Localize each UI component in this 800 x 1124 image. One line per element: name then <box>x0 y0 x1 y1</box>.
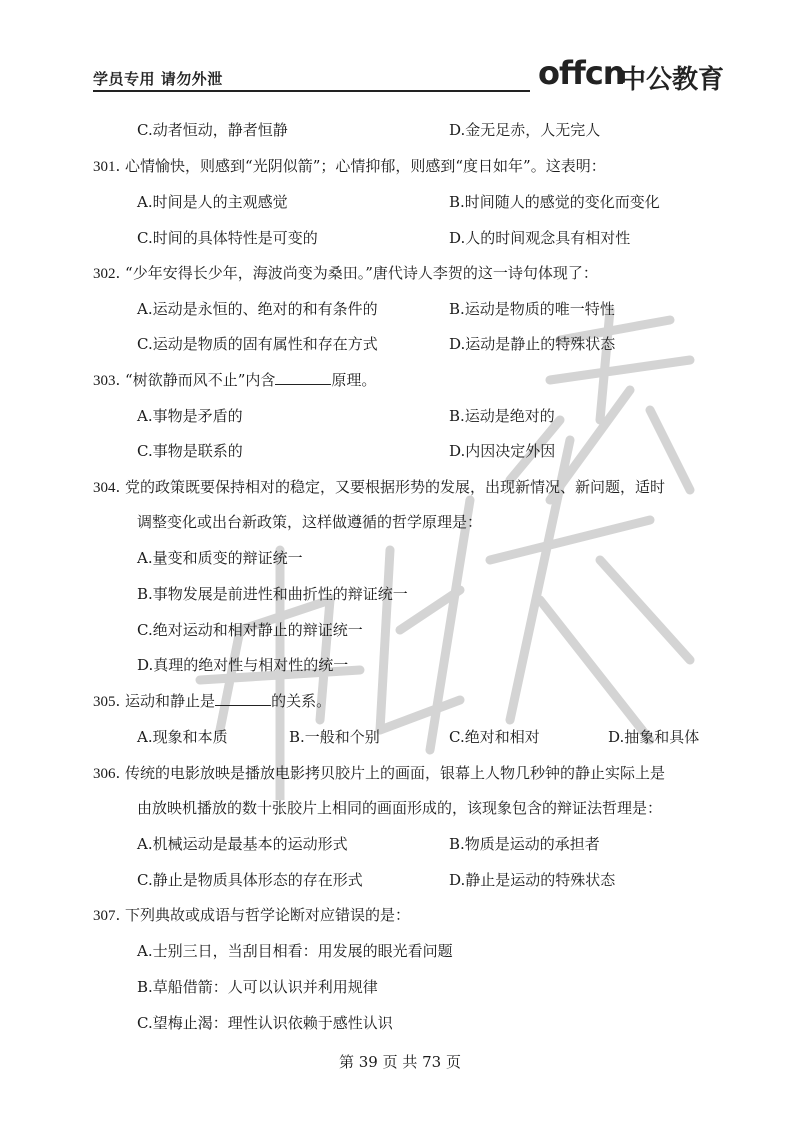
answer-blank <box>275 370 331 385</box>
option-302-c: C.运动是物质的固有属性和存在方式 <box>137 335 378 353</box>
option-306-a: A.机械运动是最基本的运动形式 <box>137 835 348 853</box>
logo-latin-text: offcn <box>538 54 625 92</box>
header-label: 学员专用 请勿外泄 <box>93 70 223 88</box>
option-306-b: B.物质是运动的承担者 <box>449 835 600 853</box>
option-306-d: D.静止是运动的特殊状态 <box>449 871 616 889</box>
option-306-c: C.静止是物质具体形态的存在形式 <box>137 871 363 889</box>
question-304-stem-line2: 调整变化或出台新政策，这样做遵循的哲学原理是： <box>137 513 483 531</box>
question-text-after: 的关系。 <box>271 692 332 710</box>
question-number: 303 <box>93 373 116 389</box>
question-number: 305 <box>93 694 116 710</box>
answer-blank <box>215 691 271 706</box>
option-303-c: C.事物是联系的 <box>137 442 243 460</box>
option-307-c: C.望梅止渴：理性认识依赖于感性认识 <box>137 1014 393 1032</box>
option-304-b: B.事物发展是前进性和曲折性的辩证统一 <box>137 585 408 603</box>
option-307-b: B.草船借箭：人可以认识并利用规律 <box>137 978 378 996</box>
question-305-stem: 305. 运动和静止是 的关系。 <box>93 692 332 710</box>
option-301-d: D.人的时间观念具有相对性 <box>449 229 631 247</box>
option-c-top: C.动者恒动，静者恒静 <box>137 121 288 139</box>
option-302-a: A.运动是永恒的、绝对的和有条件的 <box>137 300 378 318</box>
option-d-top: D.金无足赤，人无完人 <box>449 121 601 139</box>
option-301-b: B.时间随人的感觉的变化而变化 <box>449 193 660 211</box>
question-text-line1: 党的政策既要保持相对的稳定，又要根据形势的发展，出现新情况、新问题，适时 <box>125 478 666 496</box>
question-text-before: 运动和静止是 <box>125 692 216 710</box>
question-306-stem-line2: 由放映机播放的数十张胶片上相同的画面形成的，该现象包含的辩证法哲理是： <box>137 799 663 817</box>
option-307-a: A.士别三日，当刮目相看：用发展的眼光看问题 <box>137 942 453 960</box>
question-number: 301 <box>93 159 116 175</box>
option-305-d: D.抽象和具体 <box>608 728 700 746</box>
question-text: “少年安得长少年，海波尚变为桑田。”唐代诗人李贺的这一诗句体现了： <box>125 264 598 282</box>
question-307-stem: 307. 下列典故或成语与哲学论断对应错误的是： <box>93 906 411 924</box>
option-305-b: B.一般和个别 <box>289 728 380 746</box>
option-305-c: C.绝对和相对 <box>449 728 540 746</box>
page-footer: 第 39 页 共 73 页 <box>338 1053 461 1071</box>
question-302-stem: 302. “少年安得长少年，海波尚变为桑田。”唐代诗人李贺的这一诗句体现了： <box>93 264 598 282</box>
header-rule <box>93 90 530 92</box>
question-number: 307 <box>93 908 116 924</box>
logo-chinese-text: 中公教育 <box>620 65 725 95</box>
option-303-d: D.内因决定外因 <box>449 442 556 460</box>
option-305-a: A.现象和本质 <box>137 728 228 746</box>
question-301-stem: 301. 心情愉快，则感到“光阴似箭”；心情抑郁，则感到“度日如年”。这表明： <box>93 157 606 175</box>
question-303-stem: 303. “树欲静而风不止”内含 原理。 <box>93 371 377 389</box>
question-306-stem: 306. 传统的电影放映是播放电影拷贝胶片上的画面，银幕上人物几秒钟的静止实际上是 <box>93 764 666 782</box>
option-301-c: C.时间的具体特性是可变的 <box>137 229 318 247</box>
question-text-after: 原理。 <box>331 371 377 389</box>
option-304-a: A.量变和质变的辩证统一 <box>137 549 303 567</box>
option-304-c: C.绝对运动和相对静止的辩证统一 <box>137 621 363 639</box>
option-302-d: D.运动是静止的特殊状态 <box>449 335 616 353</box>
question-text-line1: 传统的电影放映是播放电影拷贝胶片上的画面，银幕上人物几秒钟的静止实际上是 <box>125 764 666 782</box>
question-text-before: “树欲静而风不止”内含 <box>125 371 276 389</box>
option-304-d: D.真理的绝对性与相对性的统一 <box>137 656 349 674</box>
question-text: 下列典故或成语与哲学论断对应错误的是： <box>125 906 411 924</box>
option-301-a: A.时间是人的主观感觉 <box>137 193 288 211</box>
question-number: 302 <box>93 266 116 282</box>
question-number: 306 <box>93 766 116 782</box>
option-303-a: A.事物是矛盾的 <box>137 407 243 425</box>
option-302-b: B.运动是物质的唯一特性 <box>449 300 615 318</box>
question-304-stem: 304. 党的政策既要保持相对的稳定，又要根据形势的发展，出现新情况、新问题，适时 <box>93 478 666 496</box>
question-number: 304 <box>93 480 116 496</box>
option-303-b: B.运动是绝对的 <box>449 407 555 425</box>
question-text: 心情愉快，则感到“光阴似箭”；心情抑郁，则感到“度日如年”。这表明： <box>125 157 606 175</box>
